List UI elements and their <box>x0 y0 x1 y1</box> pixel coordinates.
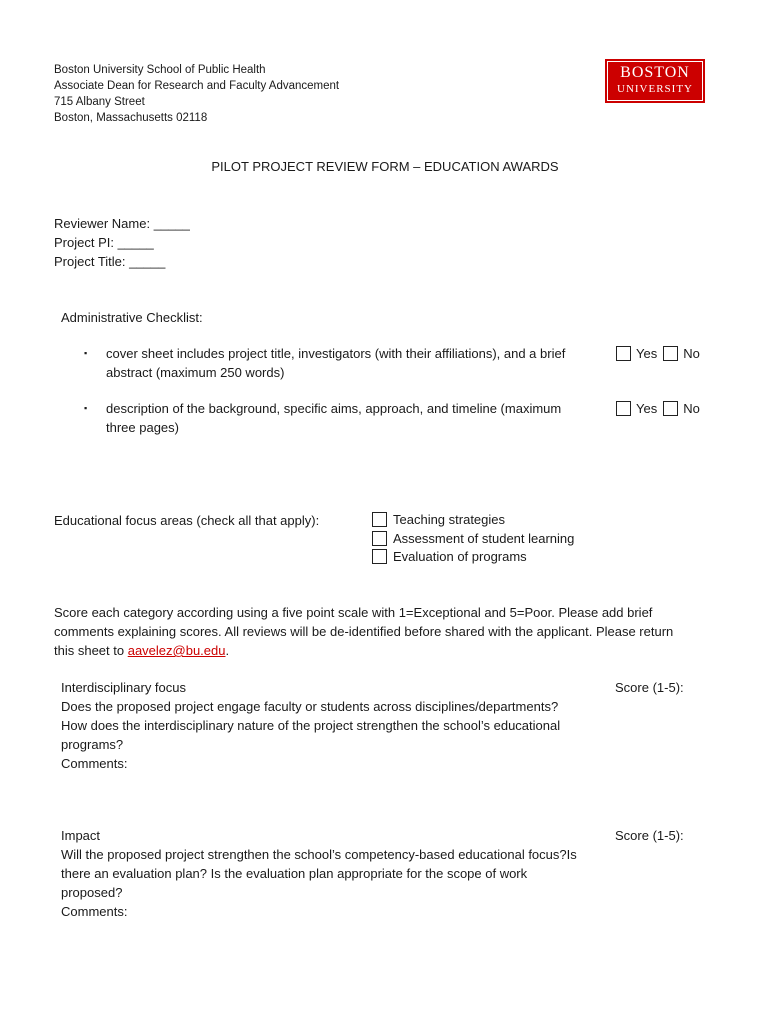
instructions-text: Score each category according using a five point scale with <box>54 605 399 620</box>
checklist-item-2 <box>106 399 561 437</box>
address-line: Boston, Massachusetts 02118 <box>54 112 208 124</box>
instructions-text: and 5 <box>480 605 517 620</box>
reviewer-name-field[interactable] <box>54 214 190 233</box>
form-title: PILOT PROJECT REVIEW FORM – EDUCATION AWARDS <box>211 159 559 174</box>
checklist-heading: Administrative Checklist: <box>61 310 203 325</box>
boston-university-logo <box>605 59 705 103</box>
section-heading: Impact <box>61 828 101 843</box>
focus-option-label: Assessment of student learning <box>393 530 575 546</box>
score-label: Score (1-5): <box>615 828 684 843</box>
checklist-item-text: cover sheet includes project title, investigators (with their affiliations), and a brief <box>106 346 566 361</box>
checklist-item-text: three pages) <box>106 420 179 435</box>
checkbox[interactable] <box>372 512 387 527</box>
no-checkbox[interactable] <box>663 346 678 361</box>
section-impact <box>61 826 577 921</box>
reviewer-name-blank: : _____ <box>146 216 190 231</box>
yes-checkbox[interactable] <box>616 346 631 361</box>
comments-label: Comments: <box>61 756 128 771</box>
bullet-icon: ▪ <box>84 348 88 358</box>
checklist-item-text: abstract (maximum 250 words) <box>106 365 285 380</box>
logo-text-university: UNIVERSITY <box>617 83 693 95</box>
checklist-item-1 <box>106 344 565 382</box>
score-label: Score (1-5): <box>615 680 684 695</box>
project-title-field[interactable] <box>54 252 165 271</box>
no-checkbox[interactable] <box>663 401 678 416</box>
focus-areas-label: Educational focus areas (check all that apply): <box>54 513 320 528</box>
focus-option-label: Evaluation of programs <box>393 549 527 564</box>
section-question: How does the interdisciplinary nature of the project strengthen the school’s educational <box>61 718 561 733</box>
focus-areas-options <box>372 511 574 567</box>
focus-option-label: Teaching strategies <box>393 512 506 527</box>
focus-option-teaching[interactable] <box>372 511 574 530</box>
poor-label: =Poor <box>516 605 552 620</box>
logo-text-boston: BOSTON <box>620 64 690 81</box>
focus-option-evaluation[interactable] <box>372 548 574 567</box>
project-pi-field[interactable] <box>54 233 154 252</box>
section-question: Will the proposed project strengthen the school’s competency-based educational focus?Is <box>61 847 577 862</box>
section-question: programs? <box>61 737 124 752</box>
email-link[interactable]: aavelez@bu.edu <box>127 643 226 658</box>
instructions-text: . Please add brief <box>551 605 653 620</box>
section-question: Does the proposed project engage faculty or students across disciplines/departments? <box>61 699 559 714</box>
no-label: No <box>683 346 700 361</box>
project-title-label: Project Title <box>54 254 122 269</box>
address-line: 715 Albany Street <box>54 96 145 108</box>
focus-option-assessment[interactable] <box>372 530 574 549</box>
project-title-blank: : _____ <box>121 254 166 269</box>
address-block <box>54 62 339 126</box>
bullet-icon: ▪ <box>84 403 88 413</box>
section-heading: Interdisciplinary focus <box>61 680 186 695</box>
checkbox[interactable] <box>372 549 387 564</box>
instructions-text: this sheet to <box>54 643 128 658</box>
checklist-item-text: description of the background, specific aims, approach, and timeline (maximum <box>106 401 562 416</box>
checklist-item-2-options <box>616 399 706 418</box>
logo-frame <box>607 61 703 101</box>
address-line: Boston University School of Public Health <box>54 64 266 76</box>
section-interdisciplinary <box>61 678 560 773</box>
exceptional-label: 1=Exceptional <box>398 605 481 620</box>
instructions-text: . <box>225 643 230 658</box>
scoring-instructions <box>54 603 734 660</box>
project-pi-label: Project PI: _____ <box>54 235 154 250</box>
section-question: there an evaluation plan? Is the evaluation plan appropriate for the scope of work <box>61 866 528 881</box>
yes-label: Yes <box>636 401 658 416</box>
section-question: proposed? <box>61 885 123 900</box>
yes-label: Yes <box>636 346 658 361</box>
yes-checkbox[interactable] <box>616 401 631 416</box>
no-label: No <box>683 401 700 416</box>
reviewer-name-label: Reviewer Name <box>54 216 147 231</box>
instructions-text: comments explaining scores. All reviews will be de-identified before shared with the applicant. Please return <box>54 624 674 639</box>
address-line: Associate Dean for Research and Faculty Advancement <box>54 80 340 92</box>
checklist-item-1-options <box>616 344 706 363</box>
checkbox[interactable] <box>372 531 387 546</box>
comments-label: Comments: <box>61 904 128 919</box>
